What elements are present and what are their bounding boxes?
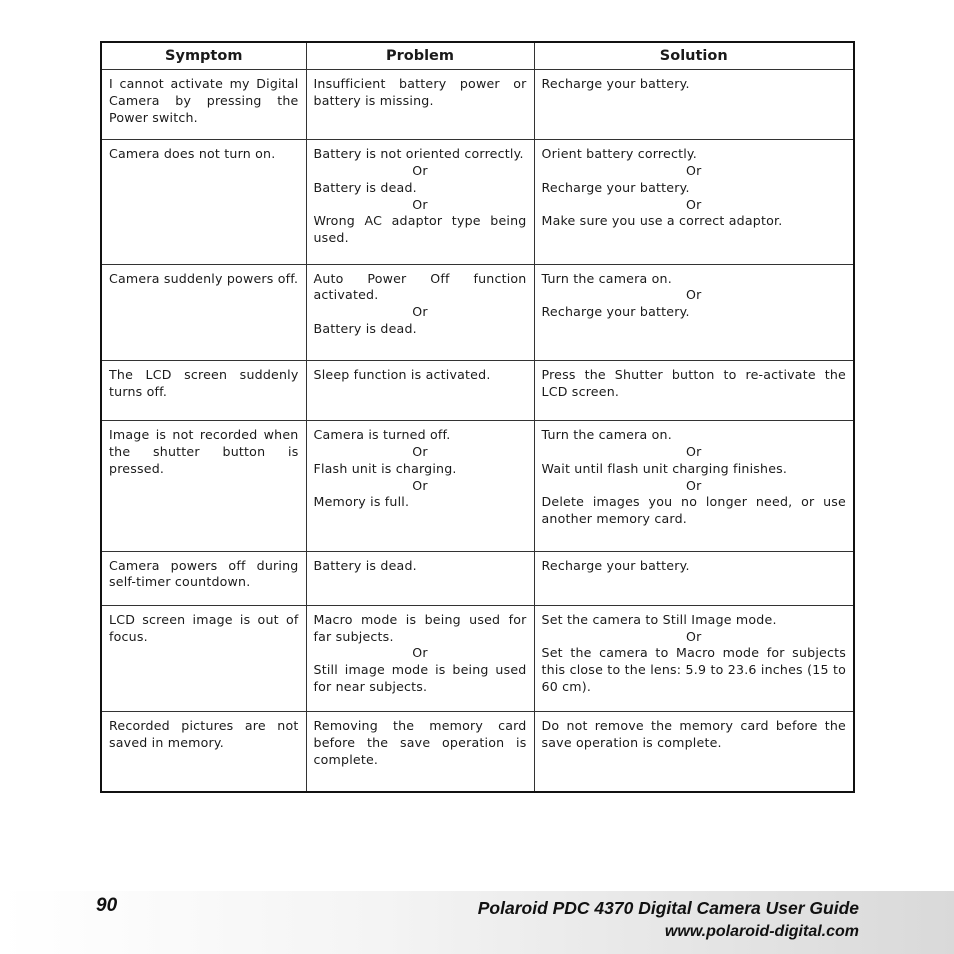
solution-text: Do not remove the memory card before the save operation is complete.: [541, 718, 846, 750]
guide-url: www.polaroid-digital.com: [664, 923, 859, 940]
problem-cell: [306, 712, 534, 792]
problem-text: Battery is dead.: [313, 321, 417, 337]
header-problem: Problem: [306, 42, 534, 70]
table-row: [101, 421, 854, 551]
solution-text: Recharge your battery.: [541, 179, 690, 195]
problem-text: Battery is dead.: [313, 557, 417, 573]
problem-cell: [306, 70, 534, 140]
or-separator: Or: [412, 304, 428, 320]
symptom-cell: [101, 421, 306, 551]
symptom-text: LCD screen image is out of focus.: [109, 611, 299, 644]
symptom-cell: [101, 140, 306, 264]
problem-text: Macro mode is being used for far subjects.: [313, 611, 527, 644]
or-separator: Or: [412, 645, 428, 661]
problem-text: Camera is turned off.: [313, 427, 451, 443]
problem-text: Memory is full.: [313, 494, 410, 510]
symptom-text: Camera suddenly powers off.: [109, 270, 299, 286]
symptom-cell: [101, 360, 306, 420]
problem-cell: [306, 360, 534, 420]
or-separator: Or: [686, 443, 702, 459]
symptom-cell: [101, 605, 306, 711]
problem-text: Insufficient battery power or battery is missing.: [313, 76, 527, 108]
table-row: [101, 140, 854, 264]
symptom-cell: [101, 551, 306, 605]
or-separator: Or: [412, 477, 428, 493]
problem-text: Flash unit is charging.: [313, 460, 457, 476]
solution-cell: [534, 360, 854, 420]
guide-title: Polaroid PDC 4370 Digital Camera User Guide: [477, 898, 859, 918]
problem-cell: [306, 264, 534, 360]
problem-text: Removing the memory card before the save operation is complete.: [313, 718, 527, 767]
symptom-text: I cannot activate my Digital Camera by pressing the Power switch.: [109, 76, 299, 125]
table-header-row: [101, 42, 854, 70]
solution-text: Turn the camera on.: [541, 270, 672, 286]
solution-text: Set the camera to Macro mode for subjects this close to the lens: 5.9 to 23.6 inches (15 to 60 cm).: [541, 645, 846, 694]
symptom-cell: [101, 264, 306, 360]
solution-text: Press the Shutter button to re-activate the LCD screen.: [541, 366, 846, 399]
problem-cell: [306, 551, 534, 605]
header-symptom: Symptom: [101, 42, 306, 70]
symptom-text: Recorded pictures are not saved in memory.: [109, 718, 299, 750]
solution-text: Set the camera to Still Image mode.: [541, 611, 777, 627]
or-separator: Or: [686, 628, 702, 644]
table-row: [101, 712, 854, 792]
symptom-text: The LCD screen suddenly turns off.: [109, 366, 299, 399]
solution-cell: [534, 551, 854, 605]
solution-cell: [534, 712, 854, 792]
symptom-cell: [101, 712, 306, 792]
solution-cell: [534, 605, 854, 711]
troubleshooting-table: [100, 41, 855, 793]
problem-text: Battery is dead.: [313, 179, 417, 195]
solution-text: Recharge your battery.: [541, 304, 690, 320]
solution-cell: [534, 140, 854, 264]
or-separator: Or: [686, 477, 702, 493]
solution-cell: [534, 264, 854, 360]
solution-text: Turn the camera on.: [541, 427, 672, 443]
header-solution: Solution: [534, 42, 854, 70]
problem-cell: [306, 605, 534, 711]
troubleshooting-table-wrapper: [100, 41, 853, 793]
symptom-text: Camera does not turn on.: [109, 146, 276, 162]
symptom-text: Image is not recorded when the shutter button is pressed.: [109, 427, 299, 476]
table-row: [101, 70, 854, 140]
problem-cell: [306, 140, 534, 264]
or-separator: Or: [412, 196, 428, 212]
table-row: [101, 360, 854, 420]
table-row: [101, 551, 854, 605]
solution-text: Recharge your battery.: [541, 76, 690, 91]
or-separator: Or: [686, 196, 702, 212]
symptom-cell: [101, 70, 306, 140]
solution-text: Delete images you no longer need, or use another memory card.: [541, 494, 846, 527]
or-separator: Or: [686, 163, 702, 179]
table-row: [101, 264, 854, 360]
or-separator: Or: [412, 443, 428, 459]
solution-text: Make sure you use a correct adaptor.: [541, 213, 783, 229]
page-number: 90: [96, 895, 118, 916]
problem-text: Battery is not oriented correctly.: [313, 146, 524, 162]
solution-text: Recharge your battery.: [541, 557, 690, 573]
symptom-text: Camera powers off during self-timer countdown.: [109, 557, 299, 590]
solution-cell: [534, 421, 854, 551]
solution-text: Orient battery correctly.: [541, 146, 697, 162]
problem-text: Still image mode is being used for near subjects.: [313, 662, 527, 694]
solution-text: Wait until flash unit charging finishes.: [541, 460, 788, 476]
table-row: [101, 605, 854, 711]
problem-text: Auto Power Off function activated.: [313, 270, 527, 303]
problem-text: Sleep function is activated.: [313, 366, 491, 382]
solution-cell: [534, 70, 854, 140]
or-separator: Or: [686, 287, 702, 303]
problem-text: Wrong AC adaptor type being used.: [313, 213, 527, 246]
problem-cell: [306, 421, 534, 551]
or-separator: Or: [412, 163, 428, 179]
